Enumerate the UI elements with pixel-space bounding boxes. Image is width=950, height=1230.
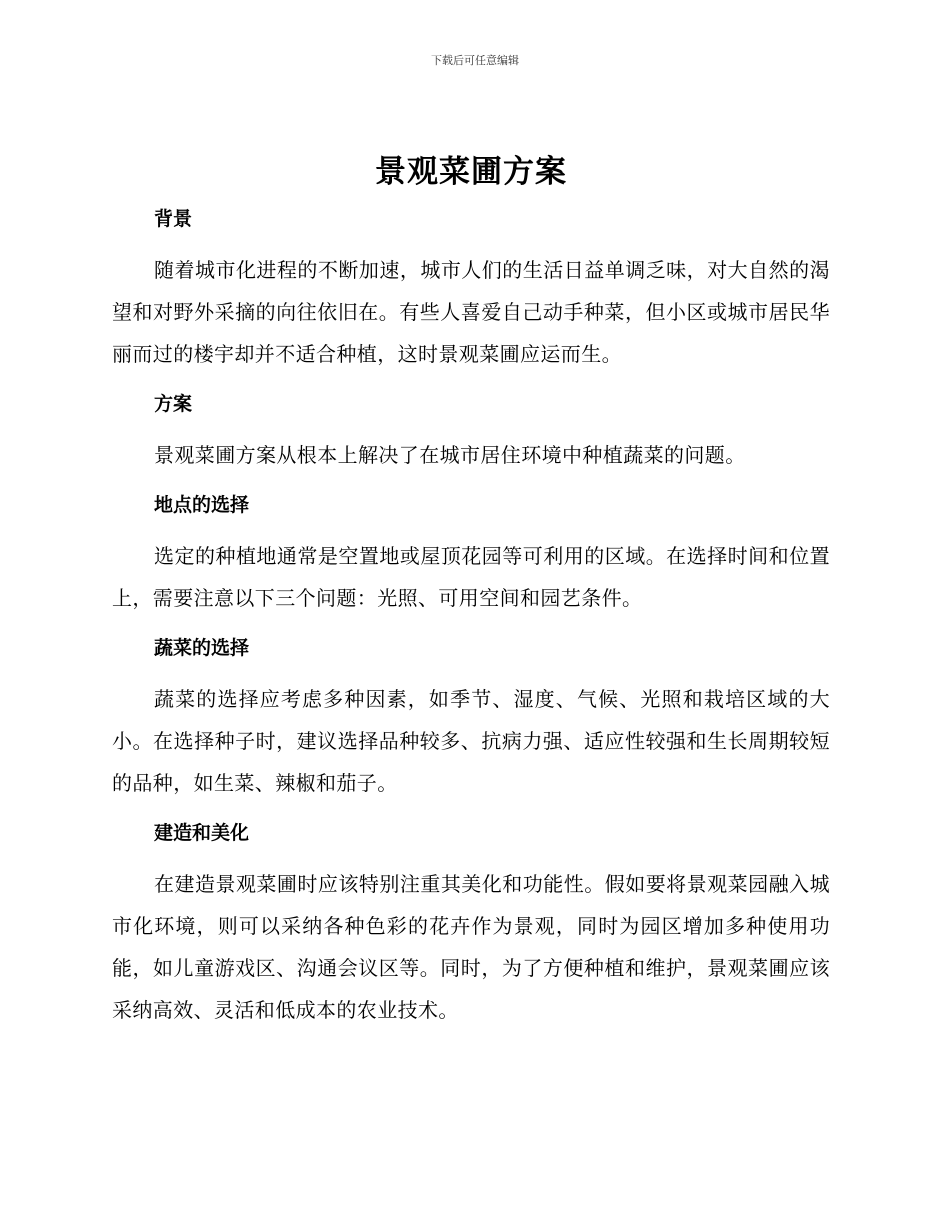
section-paragraph: 随着城市化进程的不断加速，城市人们的生活日益单调乏味，对大自然的渴望和对野外采摘的向往依旧在。有些人喜爱自己动手种菜，但小区或城市居民华丽而过的楼宇却并不适合种植，这时景观菜圃应运而生。 <box>112 258 830 366</box>
section-paragraph: 选定的种植地通常是空置地或屋顶花园等可利用的区域。在选择时间和位置上，需要注意以下三个问题：光照、可用空间和园艺条件。 <box>112 544 830 610</box>
section-paragraph: 蔬菜的选择应考虑多种因素，如季节、湿度、气候、光照和栽培区域的大小。在选择种子时，建议选择品种较多、抗病力强、适应性较强和生长周期较短的品种，如生菜、辣椒和茄子。 <box>112 687 830 795</box>
section-site-selection <box>112 492 830 619</box>
section-heading: 蔬菜的选择 <box>154 637 250 659</box>
section-vegetable-selection <box>112 635 830 804</box>
section-paragraph: 景观菜圃方案从根本上解决了在城市居住环境中种植蔬菜的问题。 <box>154 443 746 467</box>
section-paragraph: 在建造景观菜圃时应该特别注重其美化和功能性。假如要将景观菜园融入城市化环境，则可以采纳各种色彩的花卉作为景观，同时为园区增加多种使用功能，如儿童游戏区、沟通会议区等。同时，为了方便种植和维护，景观菜圃应该采纳高效、灵活和低成本的农业技术。 <box>112 872 830 1022</box>
page-header-note: 下载后可任意编辑 <box>431 54 519 67</box>
section-plan <box>112 391 830 476</box>
section-heading: 建造和美化 <box>154 822 250 844</box>
document-content <box>112 150 830 1031</box>
document-title: 景观菜圃方案 <box>375 154 567 190</box>
section-heading: 背景 <box>154 208 193 230</box>
section-heading: 方案 <box>154 393 193 415</box>
section-heading: 地点的选择 <box>154 494 250 516</box>
section-background <box>112 206 830 375</box>
section-construction <box>112 820 830 1031</box>
